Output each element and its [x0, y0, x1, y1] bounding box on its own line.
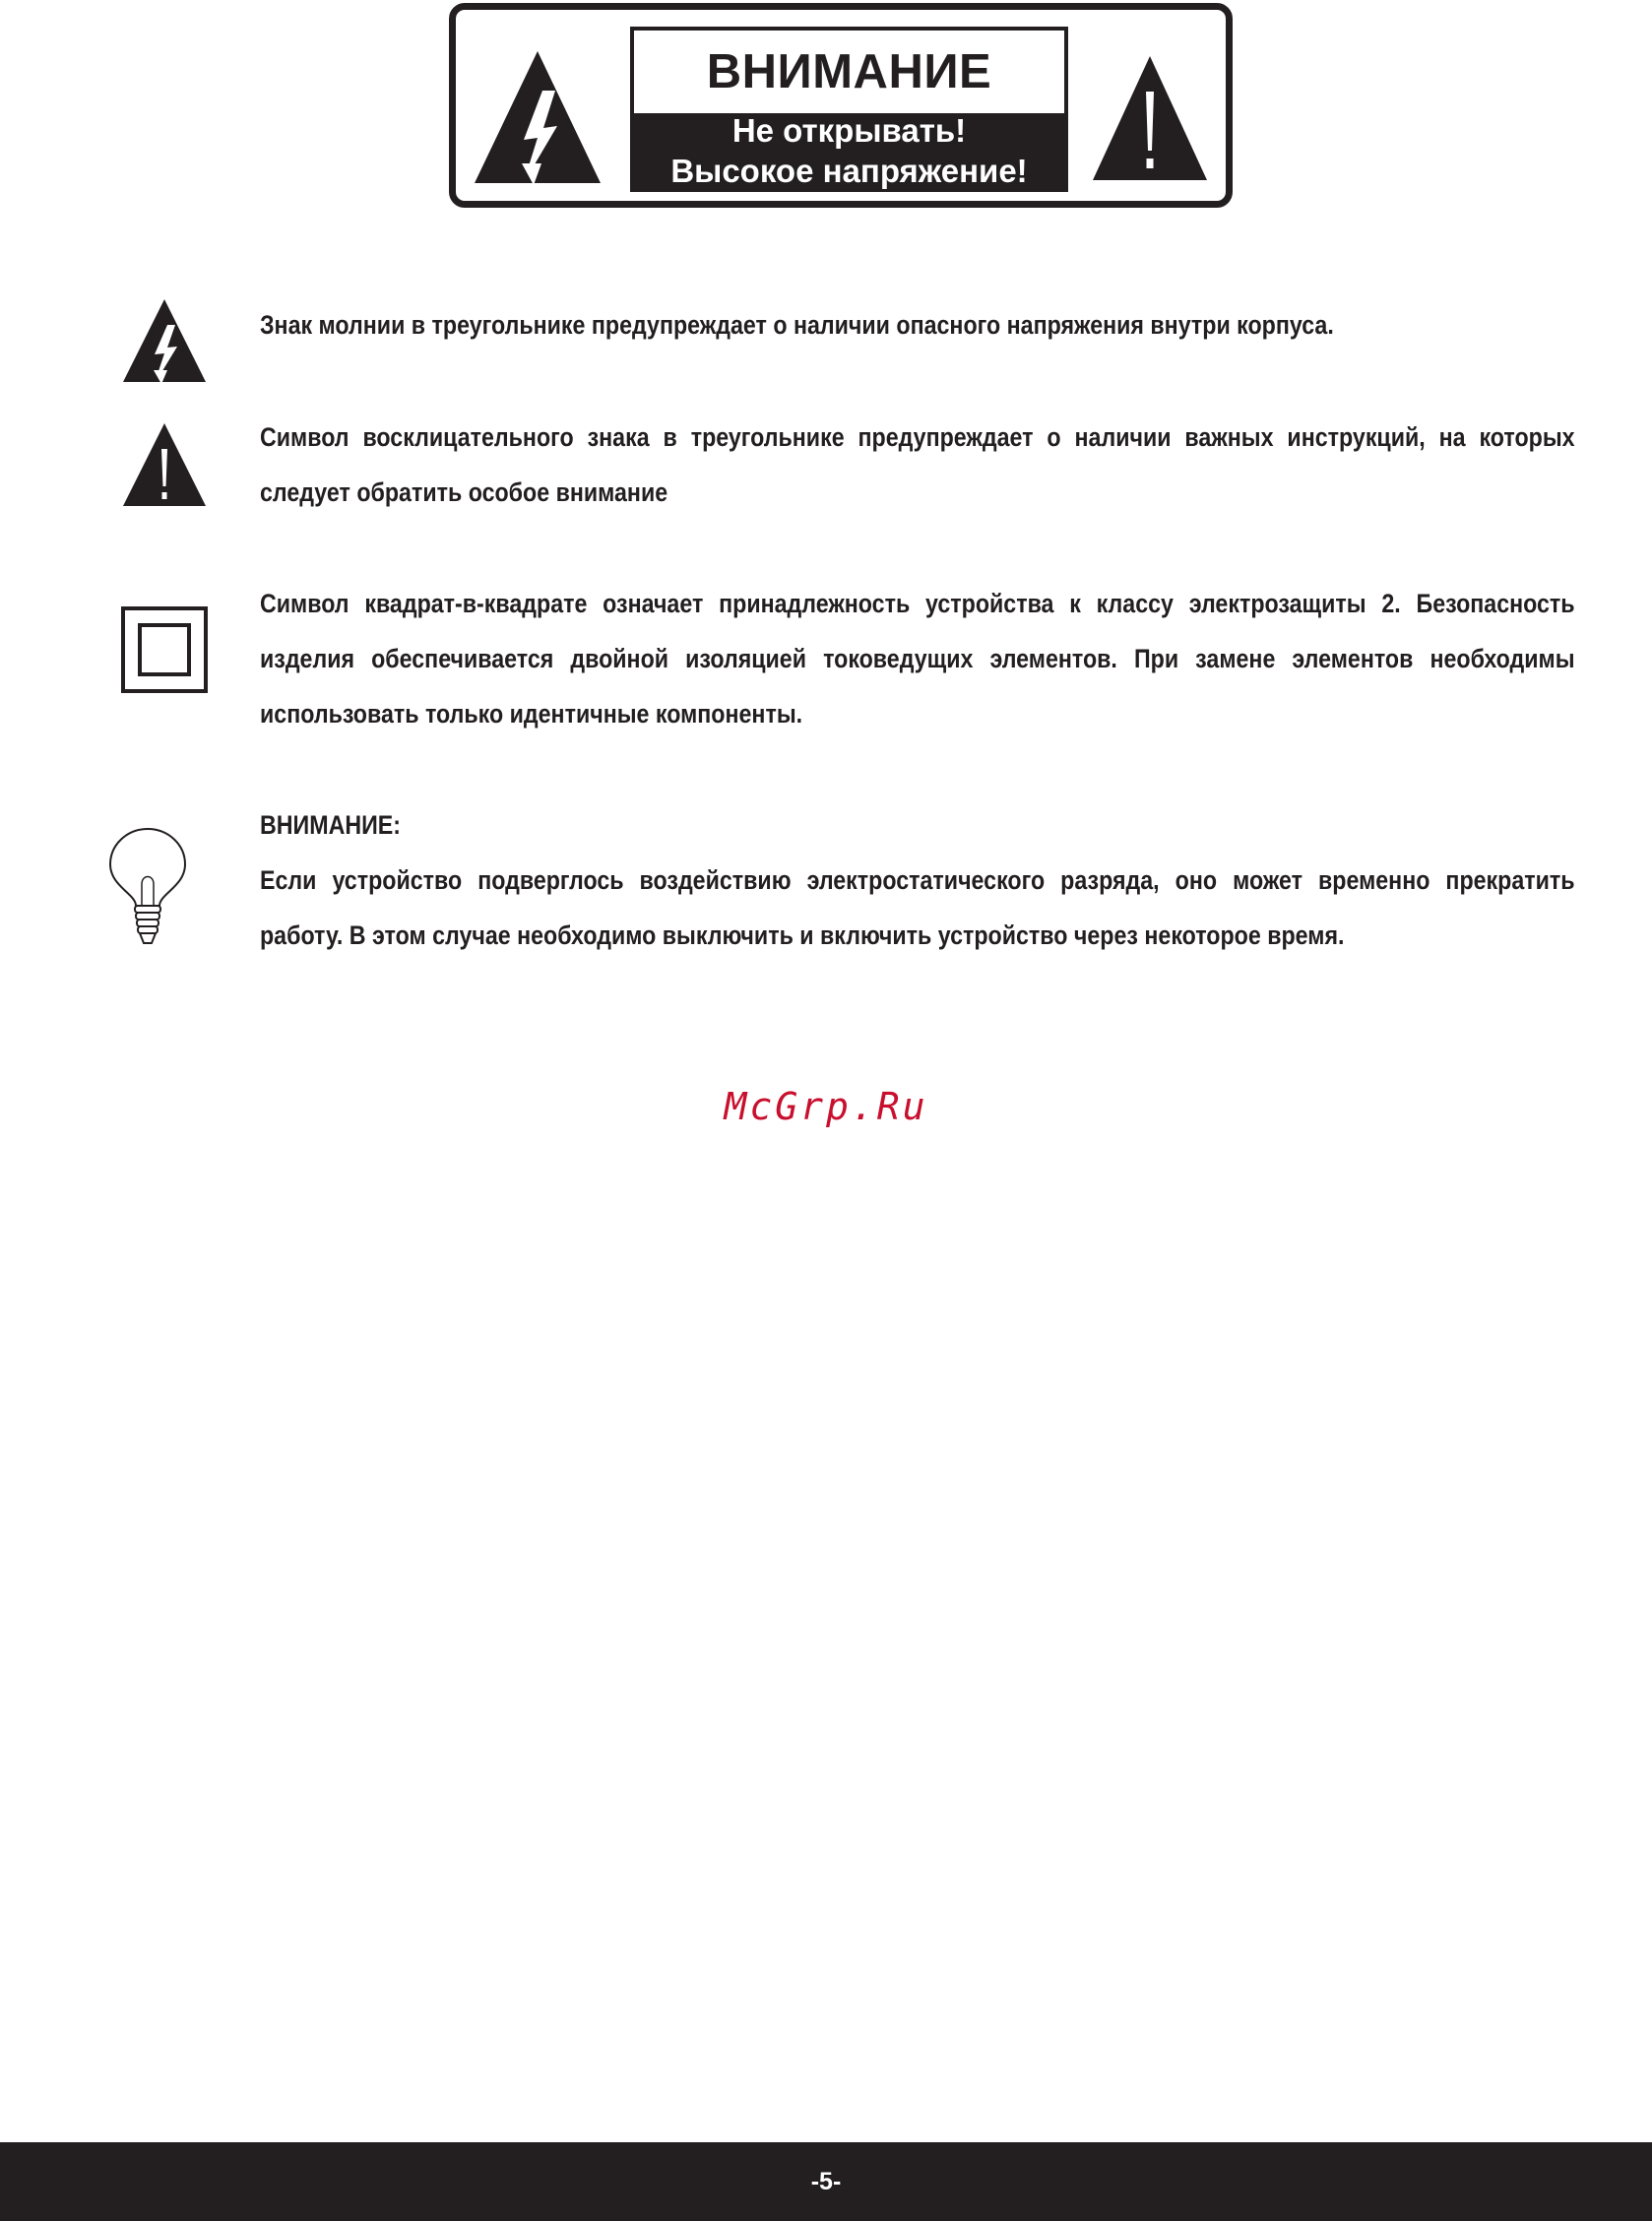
lightning-triangle-icon [473, 49, 603, 185]
item-text: Символ восклицательного знака в треугольнике предупреждает о наличии важных инструкций, на которых следует обратить особое внимание [260, 422, 1575, 507]
light-bulb-icon [108, 827, 187, 949]
item-text: ВНИМАНИЕ: Если устройство подверглось воздействию электростатического разряда, оно может временно прекратить работу. В этом случае необходимо выключить и включить устройство через некоторое время. [260, 797, 1575, 963]
warning-text-panel [630, 27, 1068, 192]
warning-subtitle [634, 113, 1064, 188]
warning-line-1: Не открывать! [731, 112, 967, 149]
lightning-triangle-icon [121, 297, 208, 384]
item-text: Знак молнии в треугольнике предупреждает о наличии опасного напряжения внутри корпуса. [260, 310, 1334, 340]
page-number: -5- [810, 2167, 842, 2195]
warning-line-2: Высокое напряжение! [670, 153, 1028, 189]
item-heading: ВНИМАНИЕ: [260, 810, 402, 840]
warning-title: ВНИМАНИЕ [706, 45, 992, 98]
exclamation-triangle-icon [1091, 54, 1209, 182]
item-text: Символ квадрат-в-квадрате означает принадлежность устройства к классу электрозащиты 2. Безопасность изделия обеспечивается двойной изоляцией токоведущих элементов. При замене элементов необходимы использовать только идентичные компоненты. [260, 589, 1575, 729]
double-insulation-icon [121, 606, 208, 693]
page-footer [0, 2142, 1652, 2221]
warning-label [449, 3, 1233, 208]
watermark: McGrp.Ru [724, 1085, 928, 1128]
exclamation-triangle-icon [121, 421, 208, 508]
